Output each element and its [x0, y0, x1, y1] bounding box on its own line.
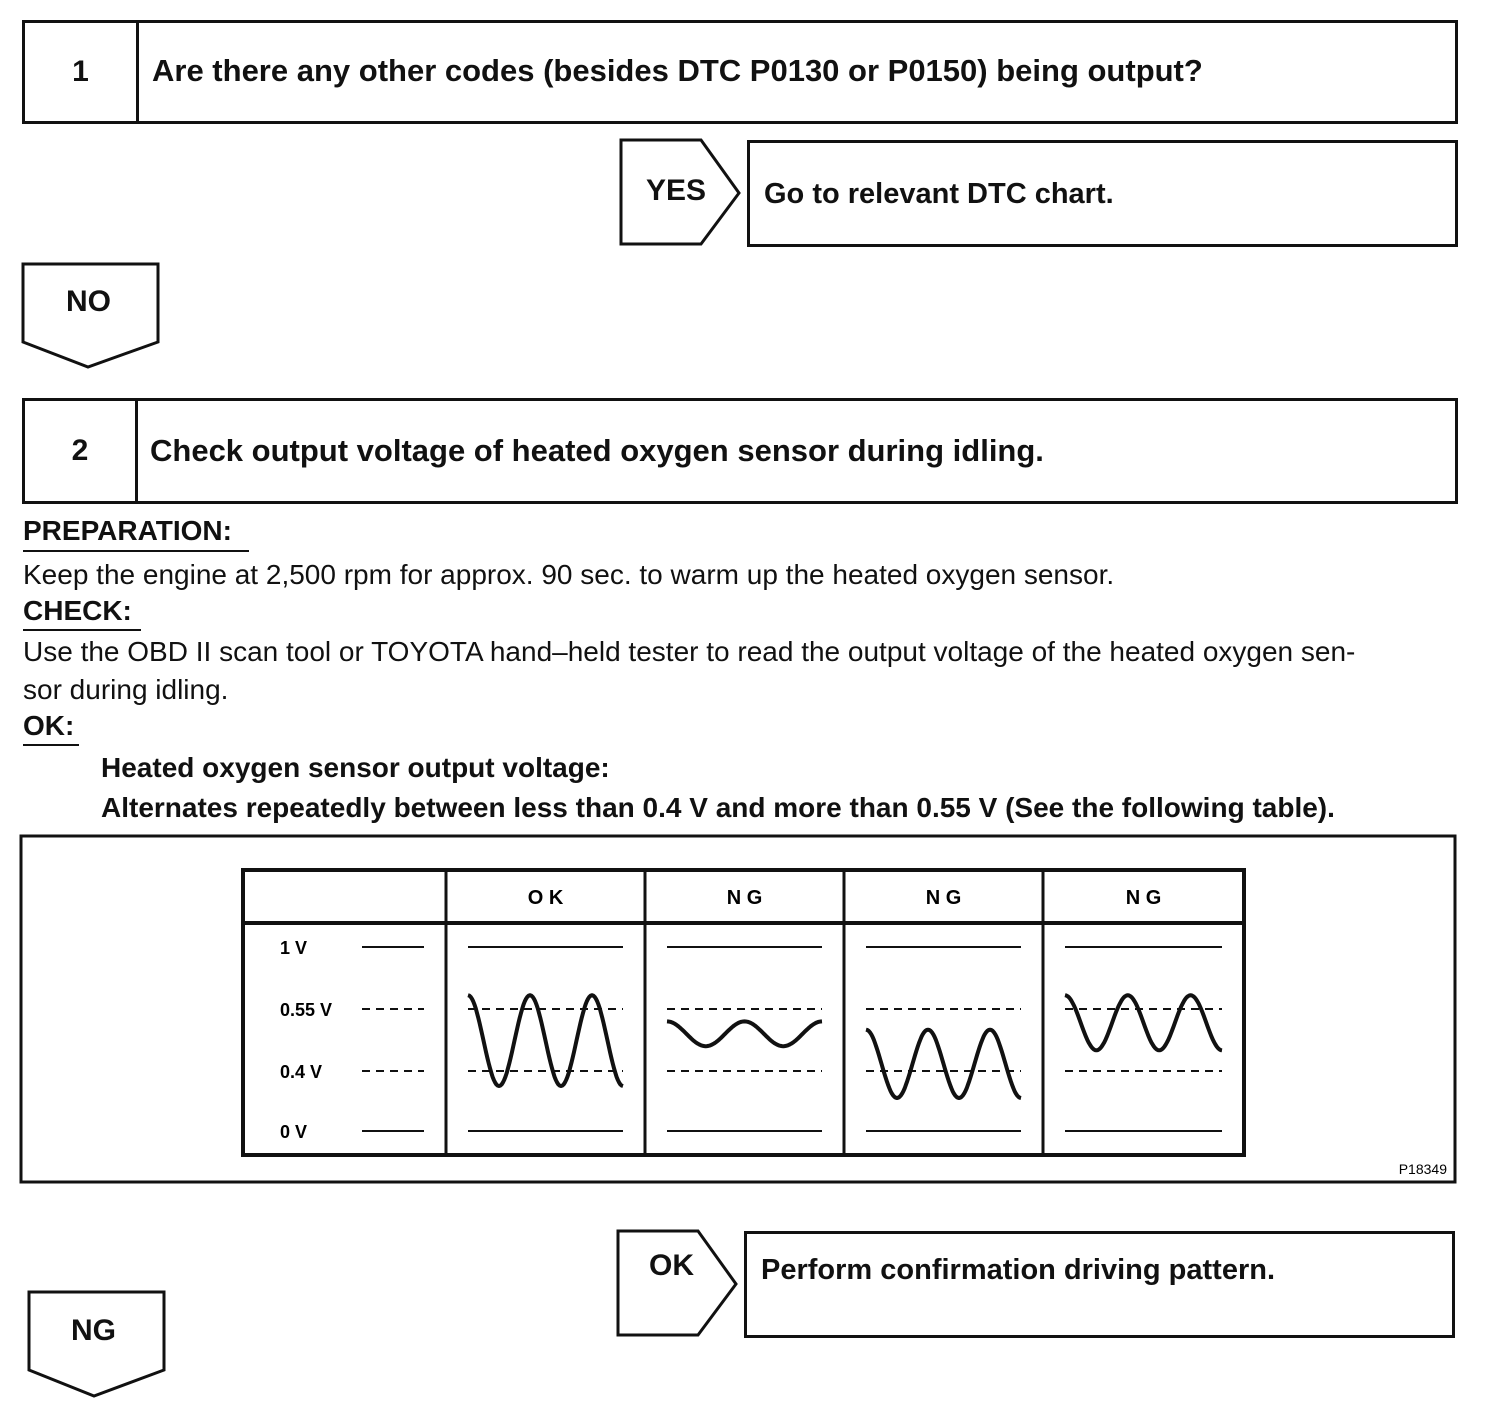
ok-arrow-tag — [616, 1229, 742, 1339]
voltage-level-label: 1 V — [280, 938, 308, 958]
figure-column-header: O K — [527, 887, 564, 909]
waveform-series-4 — [1065, 995, 1222, 1050]
check-text-line-1: Use the OBD II scan tool or TOYOTA hand–held tester to read the output voltage of the heated oxygen sen- — [23, 636, 1356, 667]
check-text-line-2: sor during idling. — [23, 674, 229, 705]
figure-column-header: N G — [925, 887, 962, 909]
figure-column-header: N G — [1125, 887, 1162, 909]
voltage-level-label: 0.55 V — [280, 1000, 333, 1020]
yes-result-text: Go to relevant DTC chart. — [764, 178, 1114, 210]
step-2-number: 2 — [25, 401, 138, 501]
waveform-series-3 — [866, 1030, 1021, 1098]
step-2-title: Check output voltage of heated oxygen sensor during idling. — [150, 433, 1044, 468]
preparation-text: Keep the engine at 2,500 rpm for approx. 90 sec. to warm up the heated oxygen sensor. — [23, 559, 1115, 590]
ok-label: OK — [649, 1249, 694, 1282]
voltage-level-label: 0 V — [280, 1122, 308, 1142]
ng-label: NG — [71, 1314, 116, 1347]
yes-label: YES — [646, 174, 707, 207]
no-label: NO — [66, 285, 111, 318]
step-1-title: Are there any other codes (besides DTC P0130 or P0150) being output? — [152, 53, 1203, 88]
figure-column-header: N G — [726, 887, 763, 909]
figure-id: P18349 — [1398, 1161, 1447, 1177]
ok-spec-line-1: Heated oxygen sensor output voltage: — [101, 752, 610, 783]
preparation-heading: PREPARATION: — [23, 515, 232, 546]
figure-table-frame — [243, 870, 1244, 1155]
ok-result-box — [744, 1231, 1455, 1338]
ok-spec-line-2: Alternates repeatedly between less than 0.4 V and more than 0.55 V (See the following table). — [101, 792, 1335, 823]
waveform-series-2 — [667, 1021, 822, 1046]
voltage-level-label: 0.4 V — [280, 1062, 323, 1082]
check-heading: CHECK: — [23, 595, 132, 626]
step-1-number: 1 — [25, 23, 139, 121]
ok-result-text: Perform confirmation driving pattern. — [761, 1254, 1275, 1286]
ok-heading: OK: — [23, 710, 75, 741]
